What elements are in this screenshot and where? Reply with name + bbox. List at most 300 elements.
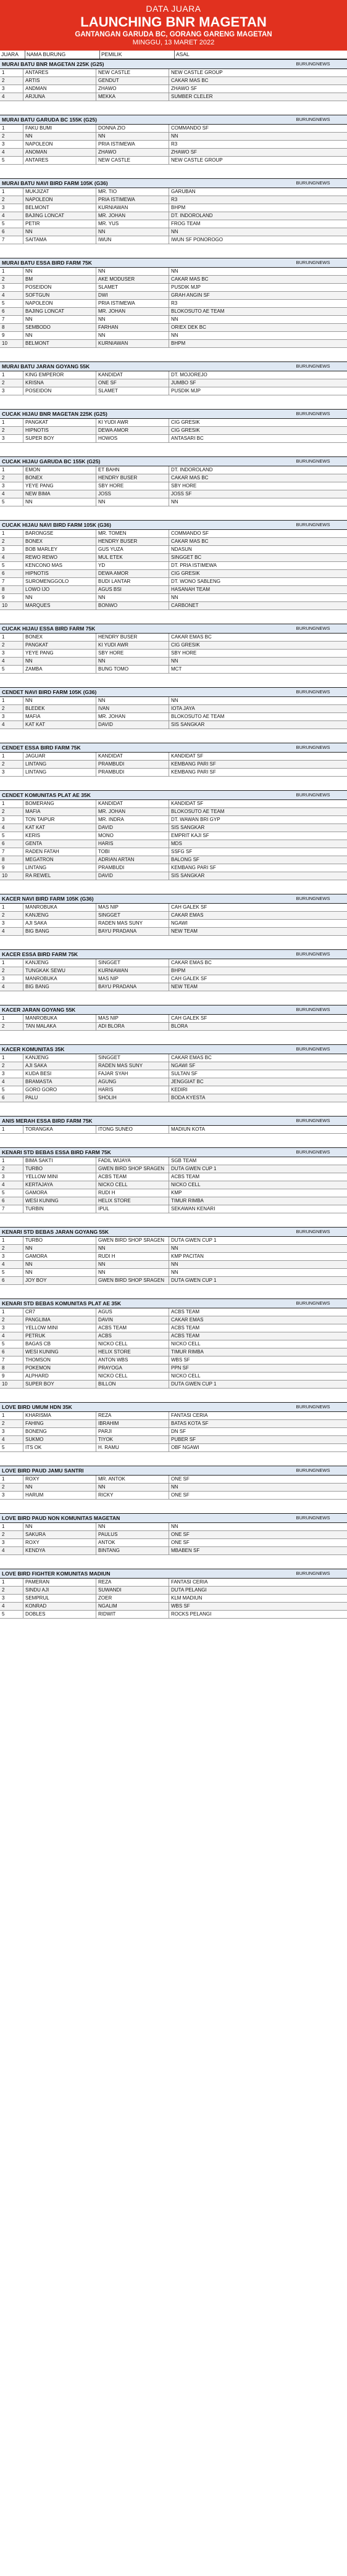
col-juara: JUARA <box>0 51 25 59</box>
table-row <box>0 1126 347 1134</box>
table-row <box>0 1269 347 1277</box>
cell-nama-burung: NAPOLEON <box>23 196 96 204</box>
table-row <box>0 1070 347 1078</box>
section-title: KACER JARAN GOYANG 55K <box>2 1007 76 1013</box>
cell-asal: MCT <box>171 666 182 672</box>
section-title: CUCAK HIJAU BNR MAGETAN 225K (G25) <box>2 411 107 417</box>
cell-asal: NN <box>171 1261 178 1267</box>
table-row <box>0 204 347 212</box>
section-rows <box>0 188 347 244</box>
cell-pemilik: NICKO CELL <box>96 1181 169 1189</box>
cell-pemilik: NN <box>96 268 169 275</box>
cell-nama-burung: KERIS <box>23 832 96 840</box>
cell-pemilik: ITONG SUNEO <box>96 1126 169 1133</box>
cell-nama-burung: PANGKAT <box>23 642 96 649</box>
cell-pemilik: NN <box>96 594 169 601</box>
cell-pemilik: ZHAWO <box>96 85 169 93</box>
cell-nama-burung: YELLOW MINI <box>23 1173 96 1181</box>
section-header <box>0 1227 347 1237</box>
cell-juara: 5 <box>0 300 23 307</box>
cell-asal: SSFG SF <box>171 849 193 854</box>
section-spacer <box>0 443 347 456</box>
cell-asal: ACBS TEAM <box>171 1333 200 1339</box>
cell-pemilik: SINGGET <box>96 1054 169 1062</box>
cell-asal: KEMBANG PARI SF <box>171 761 216 767</box>
section-rows <box>0 1579 347 1619</box>
cell-pemilik: DAVID <box>96 721 169 729</box>
cell-asal: ANTASARI BC <box>171 436 204 441</box>
cell-asal: PUSDIK MJP <box>171 284 201 290</box>
table-row <box>0 1579 347 1587</box>
cell-nama-burung: TURBO <box>23 1165 96 1173</box>
cell-juara: 4 <box>0 1547 23 1554</box>
section-rows <box>0 419 347 443</box>
cell-nama-burung: ANTARES <box>23 69 96 76</box>
cell-pemilik: KI YUDI AWR <box>96 642 169 649</box>
table-row <box>0 1189 347 1197</box>
cell-pemilik: MEKKA <box>96 93 169 101</box>
section-header <box>0 1298 347 1308</box>
cell-pemilik: SBY HORE <box>96 482 169 490</box>
cell-asal: IOTA JAYA <box>171 706 195 711</box>
cell-nama-burung: NN <box>23 332 96 339</box>
result-section <box>0 1031 347 1102</box>
cell-asal: NN <box>171 595 178 600</box>
table-row <box>0 1205 347 1213</box>
cell-asal: ZHAWO SF <box>171 86 197 91</box>
cell-asal: ZHAWO SF <box>171 149 197 155</box>
cell-pemilik: MAS NIP <box>96 975 169 983</box>
cell-juara: 2 <box>0 1484 23 1491</box>
cell-nama-burung: MAFIA <box>23 808 96 815</box>
table-row <box>0 1420 347 1428</box>
section-source-label: BURUNGNEWS <box>296 180 330 186</box>
cell-pemilik: NICKO CELL <box>96 1373 169 1380</box>
cell-pemilik: GWEN BIRD SHOP SRAGEN <box>96 1165 169 1173</box>
cell-juara: 2 <box>0 1062 23 1070</box>
cell-juara: 6 <box>0 1094 23 1102</box>
table-row <box>0 149 347 157</box>
cell-nama-burung: KERTAJAYA <box>23 1181 96 1189</box>
cell-juara: 1 <box>0 904 23 911</box>
cell-asal: BODA KYESTA <box>171 1095 206 1100</box>
cell-asal: R3 <box>171 197 178 202</box>
cell-pemilik: HARIS <box>96 840 169 848</box>
table-row <box>0 975 347 983</box>
cell-pemilik: DONNA ZIO <box>96 125 169 132</box>
cell-pemilik: NN <box>96 133 169 140</box>
cell-nama-burung: FAHING <box>23 1420 96 1427</box>
cell-pemilik: AKE MODUSER <box>96 276 169 283</box>
cell-asal: NICKO CELL <box>171 1182 201 1187</box>
table-row <box>0 642 347 650</box>
table-row <box>0 602 347 610</box>
col-nama-burung: NAMA BURUNG <box>25 51 100 59</box>
cell-nama-burung: MAFIA <box>23 713 96 720</box>
table-row <box>0 824 347 832</box>
cell-juara: 2 <box>0 427 23 434</box>
cell-pemilik: SHOLIH <box>96 1094 169 1102</box>
section-spacer <box>0 1213 347 1227</box>
cell-juara: 3 <box>0 1539 23 1546</box>
cell-asal: DUTA GWEN CUP 1 <box>171 1237 217 1243</box>
header-subtitle: GANTANGAN GARUDA BC, GORANG GARENG MAGETAN <box>75 31 272 38</box>
section-header <box>0 520 347 530</box>
section-title: MURAI BATU JARAN GOYANG 55K <box>2 363 90 369</box>
cell-pemilik: PRAMBUDI <box>96 761 169 768</box>
result-section <box>0 936 347 991</box>
cell-nama-burung: GAMORA <box>23 1189 96 1197</box>
table-row <box>0 1253 347 1261</box>
cell-asal: CARBONET <box>171 603 199 608</box>
cell-juara: 7 <box>0 578 23 585</box>
section-source-label: BURUNGNEWS <box>296 1149 330 1155</box>
cell-pemilik: KANDIDAT <box>96 753 169 760</box>
section-title: ANIS MERAH ESSA BIRD FARM 75K <box>2 1118 93 1124</box>
cell-juara: 1 <box>0 1412 23 1419</box>
cell-juara: 3 <box>0 546 23 553</box>
table-row <box>0 761 347 769</box>
cell-pemilik: RADEN MAS SUNY <box>96 1062 169 1070</box>
cell-pemilik: DEWA AMOR <box>96 570 169 577</box>
cell-pemilik: GENDUT <box>96 77 169 85</box>
cell-asal: BLOKOSUTO AE TEAM <box>171 809 225 814</box>
cell-nama-burung: KRISNA <box>23 379 96 387</box>
cell-juara: 3 <box>0 769 23 776</box>
cell-pemilik: PRIA ISTIMEWA <box>96 196 169 204</box>
table-row <box>0 340 347 348</box>
cell-nama-burung: KENCONO MAS <box>23 562 96 569</box>
cell-nama-burung: LINTANG <box>23 864 96 872</box>
cell-nama-burung: KANJENG <box>23 1054 96 1062</box>
cell-nama-burung: BONEX <box>23 538 96 545</box>
cell-nama-burung: ARJUNA <box>23 93 96 101</box>
table-row <box>0 228 347 236</box>
cell-juara: 2 <box>0 133 23 140</box>
cell-juara: 6 <box>0 840 23 848</box>
cell-juara: 7 <box>0 236 23 244</box>
cell-asal: NICKO CELL <box>171 1373 201 1379</box>
section-spacer <box>0 880 347 894</box>
cell-pemilik: ADI BLORA <box>96 1023 169 1030</box>
section-title: KACER NAVI BIRD FARM 105K (G36) <box>2 896 94 902</box>
table-row <box>0 1316 347 1324</box>
table-row <box>0 753 347 761</box>
cell-pemilik: MR. JOHAN <box>96 713 169 720</box>
cell-asal: NEW TEAM <box>171 984 198 989</box>
cell-juara: 3 <box>0 1173 23 1181</box>
cell-asal: TIMUR RIMBA <box>171 1349 204 1355</box>
cell-nama-burung: BELMONT <box>23 204 96 212</box>
table-row <box>0 578 347 586</box>
cell-asal: MBABEN SF <box>171 1548 200 1553</box>
section-spacer <box>0 1500 347 1513</box>
cell-juara: 1 <box>0 466 23 474</box>
section-rows <box>0 125 347 165</box>
cell-juara: 10 <box>0 1381 23 1388</box>
cell-nama-burung: POKEMON <box>23 1364 96 1372</box>
cell-juara: 2 <box>0 1420 23 1427</box>
cell-nama-burung: FAKU BUMI <box>23 125 96 132</box>
cell-nama-burung: RA REWEL <box>23 872 96 880</box>
section-rows <box>0 904 347 936</box>
cell-juara: 2 <box>0 276 23 283</box>
section-source-label: BURUNGNEWS <box>296 951 330 957</box>
table-row <box>0 840 347 848</box>
cell-pemilik: MR. ANTOK <box>96 1476 169 1483</box>
cell-nama-burung: SEMPRUL <box>23 1595 96 1602</box>
cell-juara: 1 <box>0 1476 23 1483</box>
cell-juara: 5 <box>0 562 23 569</box>
result-section <box>0 1452 347 1500</box>
section-rows <box>0 1476 347 1500</box>
cell-juara: 2 <box>0 1245 23 1252</box>
cell-juara: 6 <box>0 228 23 236</box>
section-source-label: BURUNGNEWS <box>296 1404 330 1410</box>
cell-nama-burung: KANJENG <box>23 959 96 967</box>
cell-pemilik: BUNG TOMO <box>96 666 169 673</box>
section-header <box>0 409 347 419</box>
section-header <box>0 1044 347 1054</box>
cell-asal: ROCKS PELANGI <box>171 1611 212 1617</box>
cell-nama-burung: HARUM <box>23 1492 96 1499</box>
cell-nama-burung: JAGUAR <box>23 753 96 760</box>
table-row <box>0 188 347 196</box>
section-header <box>0 1402 347 1412</box>
cell-pemilik: ACBS TEAM <box>96 1324 169 1332</box>
cell-nama-burung: KHARISMA <box>23 1412 96 1419</box>
cell-juara: 2 <box>0 1531 23 1538</box>
cell-nama-burung: GORO GORO <box>23 1086 96 1094</box>
cell-juara: 3 <box>0 1324 23 1332</box>
cell-asal: CAH GALEK SF <box>171 1015 207 1021</box>
cell-pemilik: NN <box>96 1261 169 1268</box>
cell-juara: 3 <box>0 482 23 490</box>
cell-asal: NEW TEAM <box>171 928 198 934</box>
cell-nama-burung: TURBIN <box>23 1205 96 1213</box>
cell-juara: 6 <box>0 308 23 315</box>
section-header <box>0 115 347 125</box>
cell-asal: NN <box>171 332 178 338</box>
cell-pemilik: RUDI H <box>96 1189 169 1197</box>
section-spacer <box>0 729 347 743</box>
cell-nama-burung: NAPOLEON <box>23 300 96 307</box>
cell-asal: NGAWI SF <box>171 1063 196 1068</box>
cell-juara: 5 <box>0 1340 23 1348</box>
section-title: CUCAK HIJAU NAVI BIRD FARM 105K (G36) <box>2 522 111 528</box>
section-rows <box>0 1126 347 1134</box>
table-row <box>0 300 347 308</box>
cell-nama-burung: KUDA BESI <box>23 1070 96 1078</box>
cell-nama-burung: AJI SAKA <box>23 1062 96 1070</box>
section-spacer <box>0 165 347 178</box>
cell-nama-burung: SOFTGUN <box>23 292 96 299</box>
cell-juara: 1 <box>0 69 23 76</box>
table-row <box>0 1015 347 1023</box>
section-spacer <box>0 1555 347 1569</box>
cell-nama-burung: BIMA SAKTI <box>23 1157 96 1165</box>
cell-pemilik: PRAMBUDI <box>96 769 169 776</box>
cell-pemilik: NN <box>96 498 169 506</box>
cell-asal: JOSS SF <box>171 491 192 497</box>
cell-nama-burung: NN <box>23 1269 96 1276</box>
cell-pemilik: ADRIAN ARTAN <box>96 856 169 864</box>
table-row <box>0 316 347 324</box>
section-source-label: BURUNGNEWS <box>296 117 330 122</box>
cell-juara: 5 <box>0 1444 23 1451</box>
cell-asal: DUTA PELANGI <box>171 1587 207 1593</box>
cell-asal: SBY HORE <box>171 650 197 656</box>
cell-asal: FROG TEAM <box>171 221 201 226</box>
cell-pemilik: AGUS BSI <box>96 586 169 593</box>
table-row <box>0 1373 347 1381</box>
section-title: CUCAK HIJAU GARUDA BC 155K (G25) <box>2 458 101 464</box>
table-row <box>0 308 347 316</box>
cell-juara: 4 <box>0 1261 23 1268</box>
cell-nama-burung: PETIR <box>23 220 96 228</box>
cell-nama-burung: MEGATRON <box>23 856 96 864</box>
section-rows <box>0 1308 347 1389</box>
result-section <box>0 1102 347 1134</box>
cell-asal: NN <box>171 1484 178 1490</box>
cell-juara: 9 <box>0 594 23 601</box>
section-title: MURAI BATU ESSA BIRD FARM 75K <box>2 260 92 266</box>
section-spacer <box>0 674 347 687</box>
cell-juara: 8 <box>0 856 23 864</box>
section-spacer <box>0 348 347 361</box>
cell-pemilik: NN <box>96 697 169 704</box>
table-row <box>0 1308 347 1316</box>
cell-pemilik: KANDIDAT <box>96 800 169 807</box>
cell-juara: 6 <box>0 1348 23 1356</box>
cell-juara: 10 <box>0 602 23 609</box>
cell-asal: GRAH ANGIN SF <box>171 292 210 298</box>
section-header <box>0 949 347 959</box>
cell-juara: 5 <box>0 157 23 164</box>
cell-asal: DUTA GWEN CUP 1 <box>171 1278 217 1283</box>
cell-asal: CAKAR EMAS <box>171 1317 204 1323</box>
cell-nama-burung: YELLOW MINI <box>23 1324 96 1332</box>
section-source-label: BURUNGNEWS <box>296 745 330 750</box>
table-row <box>0 872 347 880</box>
table-row <box>0 157 347 165</box>
cell-juara: 10 <box>0 340 23 347</box>
table-row <box>0 983 347 991</box>
section-spacer <box>0 777 347 790</box>
table-row <box>0 769 347 777</box>
cell-asal: CIG GRESIK <box>171 427 200 433</box>
section-title: CENDET NAVI BIRD FARM 105K (G36) <box>2 689 97 695</box>
section-rows <box>0 800 347 880</box>
cell-juara: 2 <box>0 912 23 919</box>
cell-pemilik: ANTON WBS <box>96 1356 169 1364</box>
cell-nama-burung: NN <box>23 1484 96 1491</box>
cell-pemilik: BAYU PRADANA <box>96 928 169 935</box>
cell-juara: 8 <box>0 586 23 593</box>
table-row <box>0 332 347 340</box>
cell-asal: SIS SANGKAR <box>171 825 205 830</box>
cell-juara: 8 <box>0 324 23 331</box>
cell-pemilik: MAS NIP <box>96 904 169 911</box>
cell-juara: 1 <box>0 1054 23 1062</box>
section-rows <box>0 1054 347 1102</box>
cell-juara: 1 <box>0 188 23 196</box>
table-row <box>0 864 347 872</box>
section-header <box>0 1005 347 1015</box>
cell-asal: DN SF <box>171 1429 186 1434</box>
cell-juara: 6 <box>0 1197 23 1205</box>
cell-juara: 2 <box>0 967 23 975</box>
cell-asal: CAKAR MAS BC <box>171 78 209 83</box>
cell-nama-burung: SUPER BOY <box>23 435 96 442</box>
cell-asal: NICKO CELL <box>171 1341 201 1347</box>
section-source-label: BURUNGNEWS <box>296 1515 330 1521</box>
cell-juara: 2 <box>0 538 23 545</box>
section-rows <box>0 697 347 729</box>
table-row <box>0 546 347 554</box>
cell-nama-burung: GENTA <box>23 840 96 848</box>
table-row <box>0 69 347 77</box>
section-spacer <box>0 936 347 949</box>
cell-nama-burung: MANROBUKA <box>23 904 96 911</box>
section-title: KENARI STD BEBAS JARAN GOYANG 55K <box>2 1229 109 1235</box>
cell-asal: SULTAN SF <box>171 1071 198 1076</box>
table-row <box>0 1062 347 1070</box>
cell-juara: 1 <box>0 959 23 967</box>
cell-juara: 5 <box>0 832 23 840</box>
cell-nama-burung: BONENG <box>23 1428 96 1435</box>
cell-nama-burung: POSEIDON <box>23 284 96 291</box>
cell-nama-burung: BOB MARLEY <box>23 546 96 553</box>
table-row <box>0 387 347 395</box>
cell-pemilik: RUDI H <box>96 1253 169 1260</box>
cell-juara: 3 <box>0 1428 23 1435</box>
table-row <box>0 93 347 101</box>
section-spacer <box>0 101 347 115</box>
table-row <box>0 236 347 244</box>
cell-nama-burung: LINTANG <box>23 769 96 776</box>
cell-juara: 5 <box>0 1611 23 1618</box>
cell-asal: R3 <box>171 141 178 147</box>
cell-nama-burung: TURBO <box>23 1237 96 1244</box>
cell-pemilik: KI YUDI AWR <box>96 419 169 426</box>
cell-juara: 1 <box>0 1157 23 1165</box>
cell-juara: 7 <box>0 848 23 856</box>
table-row <box>0 538 347 546</box>
cell-pemilik: HOWOS <box>96 435 169 442</box>
table-row <box>0 634 347 642</box>
cell-juara: 7 <box>0 316 23 323</box>
table-row <box>0 594 347 602</box>
cell-asal: KANDIDAT SF <box>171 753 204 759</box>
cell-nama-burung: NN <box>23 228 96 236</box>
col-asal: ASAL <box>176 51 190 57</box>
cell-pemilik: H. RAMU <box>96 1444 169 1451</box>
cell-pemilik: HARIS <box>96 1086 169 1094</box>
cell-nama-burung: SUKMO <box>23 1436 96 1443</box>
section-rows <box>0 1523 347 1555</box>
result-section <box>0 59 347 101</box>
cell-asal: PPN SF <box>171 1365 189 1371</box>
table-row <box>0 212 347 220</box>
cell-nama-burung: SAKURA <box>23 1531 96 1538</box>
table-row <box>0 816 347 824</box>
cell-juara: 5 <box>0 1086 23 1094</box>
cell-nama-burung: HIPNOTIS <box>23 427 96 434</box>
table-row <box>0 220 347 228</box>
section-rows <box>0 530 347 610</box>
table-row <box>0 1492 347 1500</box>
